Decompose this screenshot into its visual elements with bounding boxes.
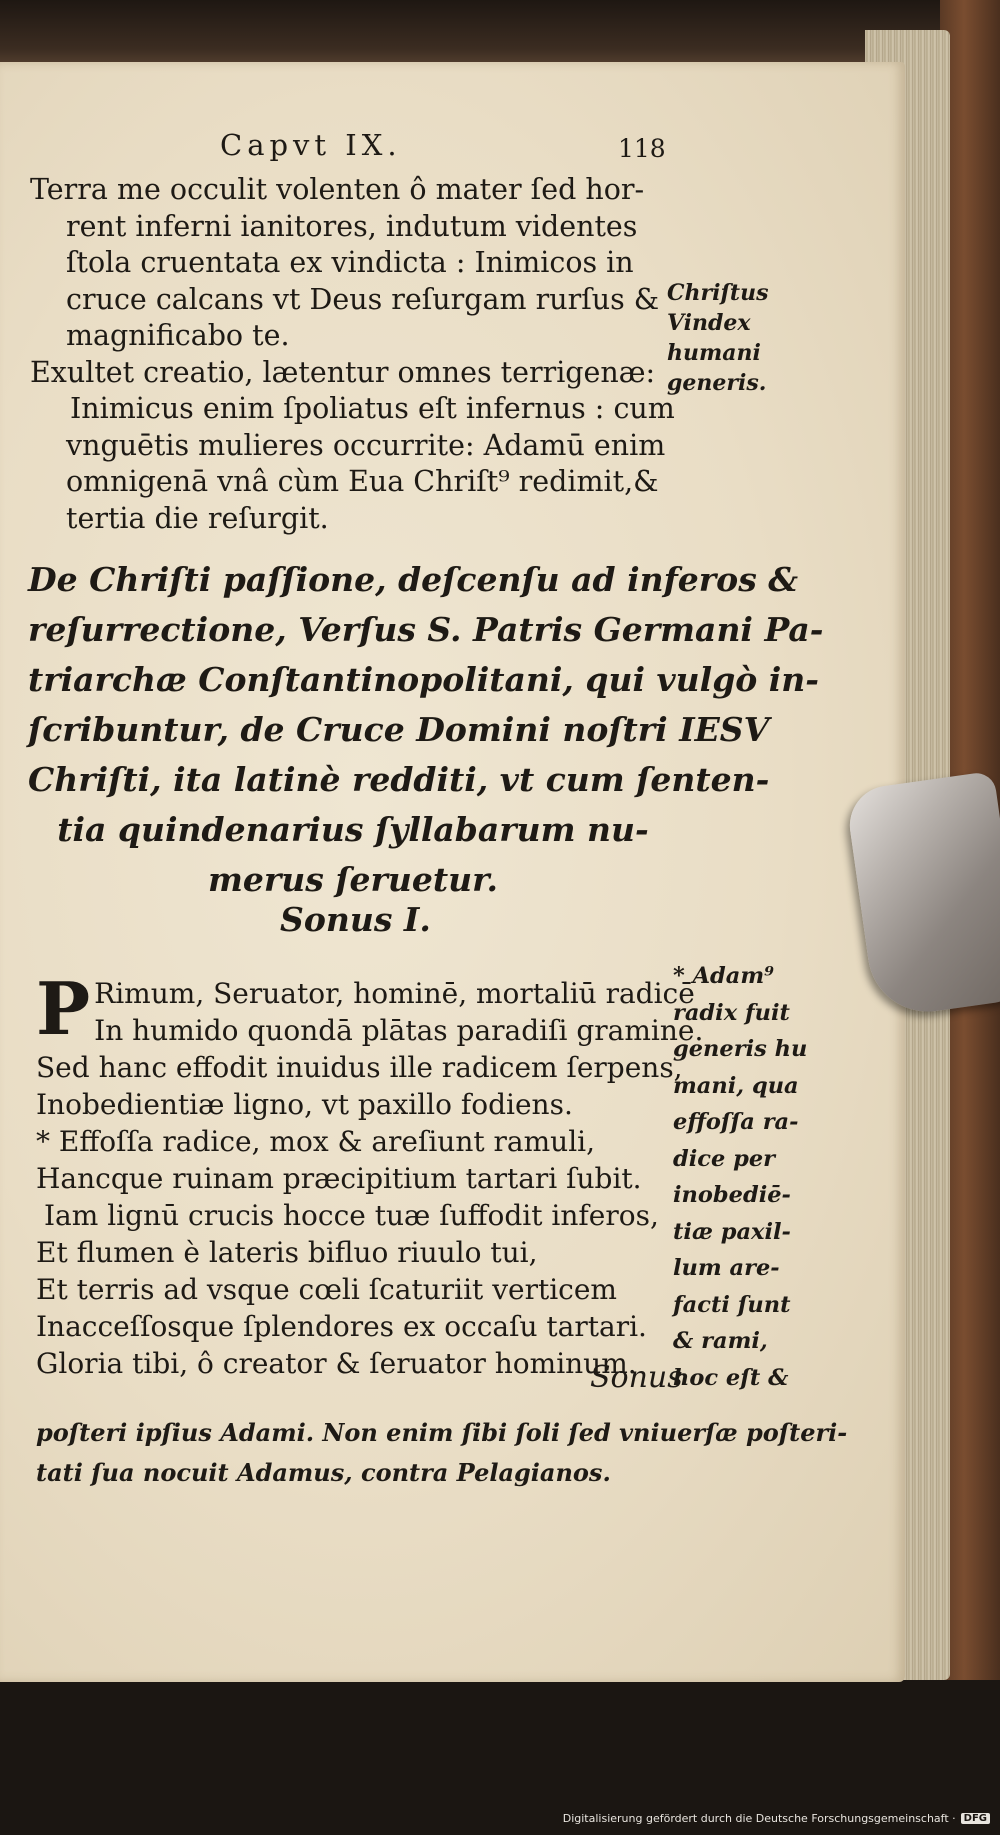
margin-line: * Adam⁹ [673,963,775,989]
title-line: reſurrectione, Verſus S. Patris Germani Pa- [28,610,824,649]
page-number: 118 [618,134,666,163]
title-line: Chriſti, ita latinè redditi, vt cum ſenten- [28,760,770,799]
margin-line: humani [667,340,761,366]
verse-line: Iam lignū crucis hocce tuæ ſuffodit inferos, [44,1199,659,1232]
margin-line: tiæ paxil- [673,1218,791,1245]
body-line: Inimicus enim ſpoliatus eſt infernus : cum [70,392,675,425]
credit-text: Digitalisierung gefördert durch die Deutsche Forschungsgemeinschaft · [562,1812,956,1825]
title-line: De Chriſti paſſione, deſcenſu ad inferos & [28,560,799,599]
drop-initial: P [36,966,91,1051]
title-line: tia quindenarius ſyllabarum nu- [57,810,649,849]
margin-note-adam [673,958,823,1396]
verse-line: * Effoſſa radice, mox & areſiunt ramuli, [36,1125,596,1158]
body-line: tertia die reſurgit. [66,501,329,535]
verse-line: Hancque ruinam præcipitium tartari ſubit. [36,1162,642,1195]
margin-line: dice per [673,1145,776,1172]
body-line: omnigenā vnâ cùm Eua Chriſt⁹ redimit,& [66,465,659,498]
body-line: cruce calcans vt Deus reſurgam rurſus & [66,282,660,316]
margin-line: generis hu [673,1036,808,1062]
sonus-heading: Sonus I. [280,900,431,939]
body-line: vnguētis mulieres occurrite: Adamū enim [66,428,666,462]
margin-line: Chriſtus [667,280,769,306]
margin-line: mani, qua [673,1072,799,1099]
body-line: magnificabo te. [66,319,290,352]
verse-line: Rimum, Seruator, hominē, mortaliū radicē [94,977,695,1010]
title-line: merus ſeruetur. [207,860,498,899]
dfg-logo: DFG [961,1813,990,1824]
verse-line: Gloria tibi, ô creator & ſeruator hominum. [36,1347,637,1380]
digitization-credit [563,1812,990,1825]
running-title: Capvt IX. [220,128,402,162]
catchword: Sonus [590,1360,683,1395]
margin-note-christus [667,278,797,398]
body-line: ſtola cruentata ex vindicta : Inimicos in [66,246,634,279]
body-line: rent inferni ianitores, indutum videntes [66,209,638,243]
margin-line: hoc eſt & [673,1364,789,1391]
verse-line: Sed hanc effodit inuidus ille radicem ſerpens, [36,1051,683,1084]
verse-line: Inobedientiæ ligno, vt paxillo fodiens. [36,1088,573,1121]
margin-line: inobediē- [673,1182,791,1208]
verse-line: Et flumen è lateris bifluo riuulo tui, [36,1236,538,1269]
verse-line: Et terris ad vsque cœli ſcaturiit verticem [36,1273,617,1306]
body-line: Exultet creatio, lætentur omnes terrigenæ: [30,355,656,389]
body-line: Terra me occulit volenten ô mater ſed hor- [30,173,645,206]
verse-line: Inacceſſosque ſplendores ex occaſu tartari. [36,1310,647,1343]
margin-line: facti ſunt [673,1291,791,1318]
verse-block [36,966,704,1382]
footnote-line: poſteri ipſius Adami. Non enim ſibi ſoli ſed vniuerſæ poſteri- [36,1418,848,1447]
margin-line: generis. [667,370,767,396]
margin-line: radix fuit [673,999,790,1026]
footnote [36,1413,848,1493]
title-line: triarchæ Conſtantinopolitani, qui vulgò in- [28,660,820,699]
section-title [28,555,824,905]
title-line: ſcribuntur, de Cruce Domini noſtri IESV [28,710,770,749]
margin-line: effoſſa ra- [673,1109,799,1135]
scan-top-edge [0,0,1000,70]
margin-line: & rami, [673,1328,768,1354]
margin-line: lum are- [673,1255,780,1281]
margin-line: Vindex [667,310,751,336]
body-text-block [30,172,675,537]
footnote-line: tati ſua nocuit Adamus, contra Pelagianos. [36,1458,611,1487]
verse-line: In humido quondā plātas paradiſi gramine. [94,1014,704,1047]
